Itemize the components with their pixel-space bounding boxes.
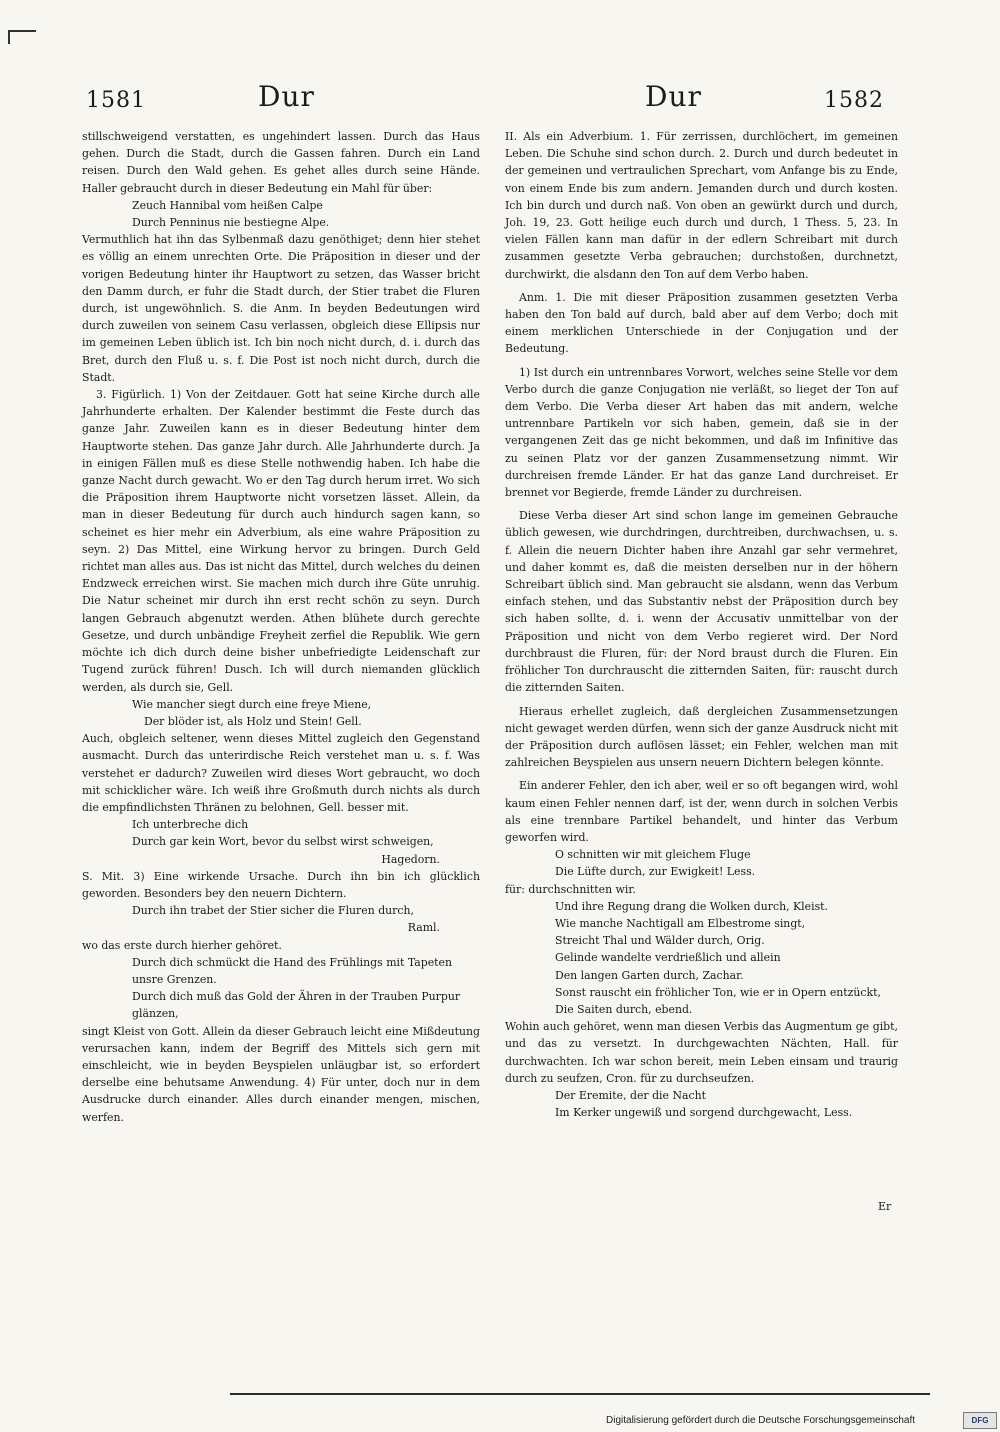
right-column — [505, 128, 898, 1121]
verse-line: Der blöder ist, als Holz und Stein! Gell. — [144, 714, 362, 728]
verse-line: O schnitten wir mit gleichem Fluge — [555, 848, 751, 862]
scan-corner-mark — [8, 30, 36, 44]
verse-line: Und ihre Regung drang die Wolken durch, Kleist. — [555, 899, 829, 913]
paragraph: für: durchschnitten wir. — [505, 882, 636, 896]
paragraph: Diese Verba dieser Art sind schon lange im gemeinen Gebrauche üblich gewesen, wie durchdringen, durchtreiben, durchwachsen, u. s. f. Allein die neuern Dichter haben ihre Anzahl gar sehr vermehret, und daher kommt es, daß die meisten derselben nur in der höhern Schreibart üblich sind. Man gebraucht sie alsdann, wenn das Verbum einfach stehen, und das Substantiv nebst der Präposition durch bey sich haben sollte, d. i. wenn der Accusativ unmittelbar von der Präposition und nicht von dem Verbo regieret wird. Der Nord durchbraust die Fluren, für: der Nord braust durch die Fluren. Ein fröhlicher Ton durchrauscht die zitternden Saiten, für: rauscht durch die zitternden Saiten. — [505, 509, 898, 695]
digitization-credit: Digitalisierung gefördert durch die Deutsche Forschungsgemeinschaft — [606, 1415, 916, 1426]
dfg-logo: DFG — [963, 1412, 997, 1429]
verse-line: Durch ihn trabet der Stier sicher die Fluren durch, — [132, 904, 414, 918]
paragraph: Vermuthlich hat ihn das Sylbenmaß dazu genöthiget; denn hier stehet es völlig an einem unrechten Orte. Die Präposition in dieser und der vorigen Bedeutung hinter ihr Hauptwort zu setzen, das Wasser bricht den Damm durch, er fuhr die Stadt durch, der Stier trabet die Fluren durch, ist ungewöhnlich. S. die Anm. In beyden Bedeutungen wird durch zuweilen von seinem Casu verlassen, obgleich diese Ellipsis nur im gemeinen Leben üblich ist. Ich bin noch nicht durch, d. i. durch das Bret, durch den Fluß u. s. f. Die Post ist noch nicht durch, durch die Stadt. — [82, 233, 480, 384]
paragraph: 1) Ist durch ein untrennbares Vorwort, welches seine Stelle vor dem Verbo durch die ganze Conjugation nie verläßt, so lieget der Ton auf dem Verbo. Die Verba dieser Art haben das mit andern, welche untrennbare Partikeln vor sich haben, gemein, daß sie in der vergangenen Zeit das ge nicht bekommen, und daß im Infinitive das zu seinen Platz vor der ganzen Zusammensetzung nimmt. Wir durchreisen fremde Länder. Er hat das ganze Land durchreiset. Er brennet vor Begierde, fremde Länder zu durchreisen. — [505, 365, 898, 500]
verse-attribution: Hagedorn. — [381, 852, 440, 866]
paragraph: Auch, obgleich seltener, wenn dieses Mittel zugleich den Gegenstand ausmacht. Durch das unterirdische Reich verstehet man u. s. f. Was verstehet er dadurch? Zuweilen wird dieses Wort gebraucht, wo doch mit schicklicher wäre. Ich weiß ihre Großmuth durch nichts als durch die empfindlichsten Thränen zu belohnen, Gell. besser mit. — [82, 732, 480, 814]
verse-line: Durch Penninus nie bestiegne Alpe. — [132, 216, 330, 230]
verse-line: Der Eremite, der die Nacht — [555, 1088, 706, 1102]
paragraph: Anm. 1. Die mit dieser Präposition zusammen gesetzten Verba haben den Ton bald auf durch, bald aber auf dem Verbo; doch mit einem merklichen Unterschiede in der Conjugation und der Bedeutung. — [505, 290, 898, 356]
verse-line: Streicht Thal und Wälder durch, Orig. — [555, 934, 765, 948]
page-header — [0, 80, 1000, 120]
right-running-title: Dur — [645, 80, 702, 113]
catchword: Er — [878, 1200, 892, 1213]
verse-line: Durch dich schmückt die Hand des Frühlings mit Tapeten unsre Grenzen. — [132, 955, 453, 986]
paragraph: S. Mit. 3) Eine wirkende Ursache. Durch ihn bin ich glücklich geworden. Besonders bey den neuern Dichtern. — [82, 869, 480, 900]
verse-line: Die Lüfte durch, zur Ewigkeit! Less. — [555, 865, 756, 879]
verse-line: Wie manche Nachtigall am Elbestrome singt, — [555, 916, 806, 930]
verse-line: Durch gar kein Wort, bevor du selbst wirst schweigen, — [132, 835, 434, 849]
verse-line: Durch dich muß das Gold der Ähren in der Trauben Purpur glänzen, — [132, 990, 461, 1021]
verse-line: Wie mancher siegt durch eine freye Miene, — [132, 697, 372, 711]
paragraph: Wohin auch gehöret, wenn man diesen Verbis das Augmentum ge gibt, und das zu versetzt. In durchgewachten Nächten, Hall. für durchwachten. Ich war schon bereit, mein Leben einsam und traurig durch zu seufzen, Cron. für zu durchseufzen. — [505, 1020, 898, 1085]
right-page-number: 1582 — [824, 88, 884, 113]
paragraph: singt Kleist von Gott. Allein da dieser Gebrauch leicht eine Mißdeutung verursachen kann, indem der Begriff des Mittels sich gern mit einschleicht, wie in beyden Beyspielen unläugbar ist, so erfordert derselbe eine behutsame Anwendung. 4) Für unter, doch nur in dem Ausdrucke durch einander. Alles durch einander mengen, mischen, werfen. — [82, 1024, 480, 1124]
paragraph: Hieraus erhellet zugleich, daß dergleichen Zusammensetzungen nicht gewaget werden dürfen, wenn sich der ganze Ausdruck nicht mit der Präposition durch auflösen lässet; ein Fehler, welchen man mit zahlreichen Beyspielen aus unsern neuern Dichtern belegen könnte. — [505, 704, 898, 770]
verse-line: Die Saiten durch, ebend. — [555, 1002, 693, 1016]
left-running-title: Dur — [258, 80, 315, 113]
paragraph: 3. Figürlich. 1) Von der Zeitdauer. Gott hat seine Kirche durch alle Jahrhunderte erhalten. Der Kalender bestimmt die Feste durch das ganze Jahr. Zuweilen kann es in dieser Bedeutung hinter dem Hauptworte stehen. Das ganze Jahr durch. Alle Jahrhunderte durch. Ja in einigen Fällen muß es diese Stelle nothwendig haben. Ich habe die ganze Nacht durch gewacht. Wo er den Tag durch herum irret. Wo sich die Präposition ihrem Hauptworte nicht vorsetzen lässet. Allein, da man in dieser Bedeutung für durch auch hindurch sagen kann, so scheinet es hier mehr ein Adverbium, als eine wahre Präposition zu seyn. 2) Das Mittel, eine Wirkung hervor zu bringen. Durch Geld richtet man alles aus. Das ist nicht das Mittel, durch welches du deinen Endzweck erreichen wirst. Sie machen mich durch ihre Güte unruhig. Die Natur scheinet mir durch ihn erst recht schön zu seyn. Durch langen Gebrauch abgenutzt werden. Athen blühete durch gerechte Gesetze, und durch unbändige Freyheit zerfiel die Republik. Wie gern möchte ich dich durch deine bisher unbefriedigte Leidenschaft zur Tugend zurück führen! Dusch. Ich will durch niemanden glücklich werden, als durch sie, Gell. — [82, 388, 480, 694]
verse-line: Gelinde wandelte verdrießlich und allein — [555, 951, 781, 965]
verse-line: Sonst rauscht ein fröhlicher Ton, wie er in Opern entzückt, — [555, 985, 881, 999]
left-column — [82, 128, 480, 1126]
verse-line: Den langen Garten durch, Zachar. — [555, 968, 744, 982]
verse-line: Im Kerker ungewiß und sorgend durchgewacht, Less. — [555, 1106, 853, 1120]
paragraph: Ein anderer Fehler, den ich aber, weil er so oft begangen wird, wohl kaum einen Fehler nennen darf, ist der, wenn durch in solchen Verbis als eine trennbare Partikel behandelt, und hinter das Verbum geworfen wird. — [505, 779, 898, 844]
verse-line: Ich unterbreche dich — [132, 818, 249, 832]
paragraph: stillschweigend verstatten, es ungehindert lassen. Durch das Haus gehen. Durch die Stadt, durch die Gassen fahren. Durch ein Land reisen. Durch den Wald gehen. Es gehet alles durch seine Hände. Haller gebraucht durch in dieser Bedeutung ein Mahl für über: — [82, 130, 480, 195]
paragraph: II. Als ein Adverbium. 1. Für zerrissen, durchlöchert, im gemeinen Leben. Die Schuhe sind schon durch. 2. Durch und durch bedeutet in der gemeinen und vertraulichen Sprechart, vom Anfange bis zu Ende, von einem Ende bis zum andern. Jemanden durch und durch kosten. Ich bin durch und durch naß. Von oben an gewürkt durch und durch, Joh. 19, 23. Gott heilige euch durch und durch, 1 Thess. 5, 23. In vielen Fällen kann man dafür in der edlern Schreibart mit durch zusammen gesetzte Verba gebrauchen; durchstoßen, durchnetzt, durchwirkt, die alsdann den Ton auf dem Verbo haben. — [505, 130, 898, 281]
left-page-number: 1581 — [86, 88, 146, 113]
verse-line: Zeuch Hannibal vom heißen Calpe — [132, 198, 323, 212]
paragraph: wo das erste durch hierher gehöret. — [82, 938, 282, 952]
scan-bottom-rule — [230, 1393, 930, 1395]
verse-attribution: Raml. — [407, 921, 440, 935]
